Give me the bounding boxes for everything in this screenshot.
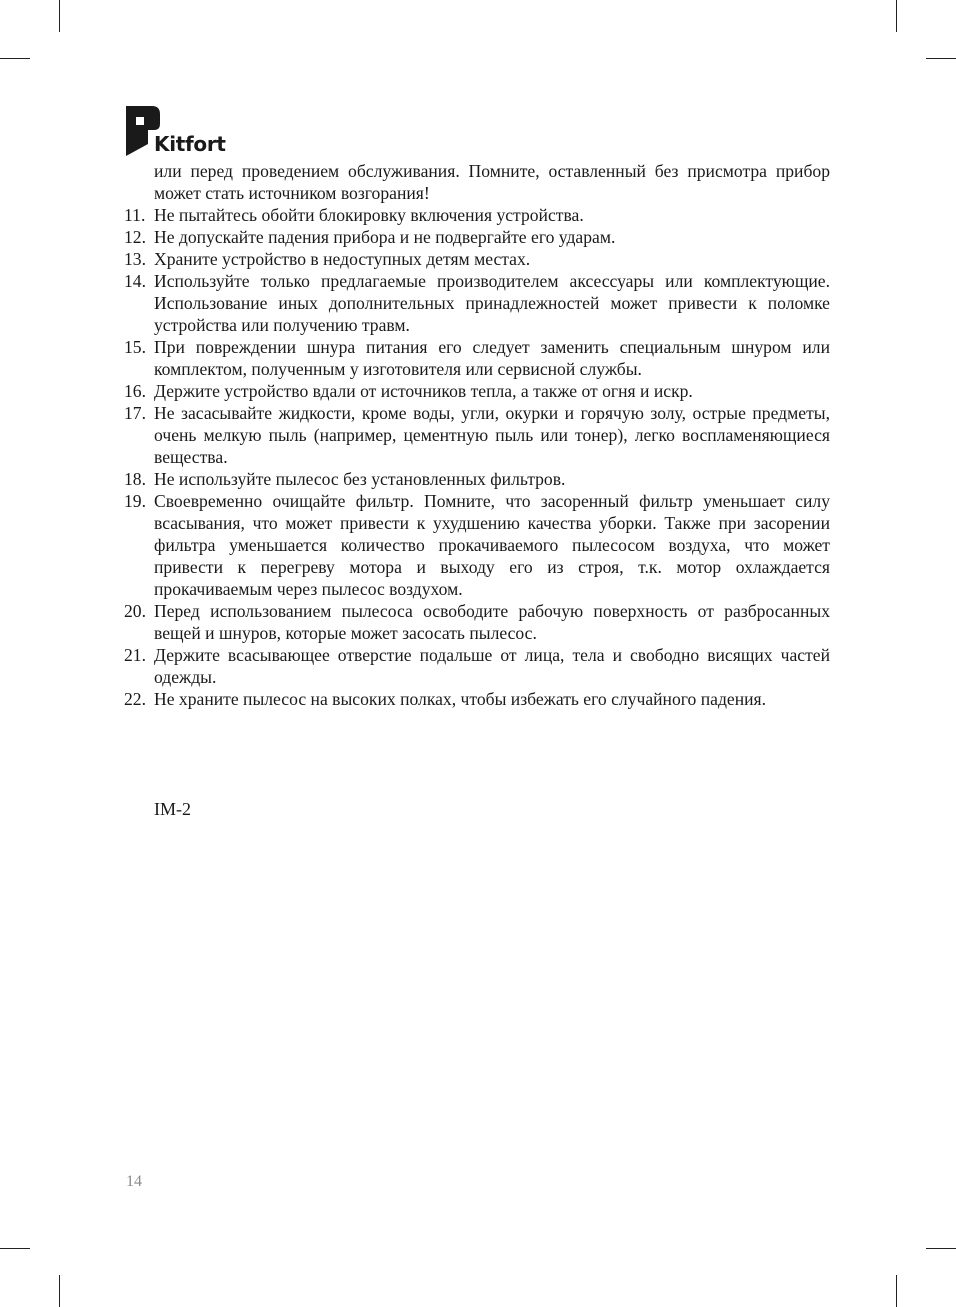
list-item-number: 17. — [124, 403, 146, 423]
crop-mark-bottom-left-h — [0, 1248, 30, 1249]
list-item-number: 19. — [124, 491, 146, 511]
safety-instructions — [124, 160, 830, 710]
list-item-text: Держите устройство вдали от источников тепла, а также от огня и искр. — [154, 381, 693, 401]
list-item-text: Не засасывайте жидкости, кроме воды, угли, окурки и горячую золу, острые предметы, очень мелкую пыль (например, цементную пыль или тонер), легко воспламеняющиеся вещества. — [154, 403, 830, 467]
brand-name: Kitfort — [154, 132, 226, 156]
list-item-text: При повреждении шнура питания его следует заменить специальным шнуром или комплектом, полученным у изготовителя или сервисной службы. — [154, 337, 830, 379]
list-item-text: Держите всасывающее отверстие подальше от лица, тела и свободно висящих частей одежды. — [154, 645, 830, 687]
list-item-number: 15. — [124, 337, 146, 357]
list-item — [124, 490, 830, 600]
page-number: 14 — [126, 1173, 142, 1190]
list-item-number: 14. — [124, 271, 146, 291]
list-item — [124, 204, 830, 226]
crop-mark-top-right-h — [926, 58, 956, 59]
list-item — [124, 226, 830, 248]
list-item — [124, 270, 830, 336]
list-item-number: 12. — [124, 227, 146, 247]
list-item-text: Используйте только предлагаемые производителем аксессуары или комплектующие. Использование иных дополнительных принадлежностей может привести к поломке устройства или получению травм. — [154, 271, 830, 335]
continuation-paragraph: или перед проведением обслуживания. Помните, оставленный без присмотра прибор может стать источником возгорания! — [154, 161, 830, 203]
list-item — [124, 600, 830, 644]
list-item-text: Своевременно очищайте фильтр. Помните, что засоренный фильтр уменьшает силу всасывания, что может привести к ухудшению качества уборки. Также при засорении фильтра уменьшается количество прокачиваемого пылесосом воздуха, что может привести к перегреву мотора и выходу его из строя, т.к. мотор охлаждается прокачиваемым через пылесос воздухом. — [154, 491, 830, 599]
list-item-number: 21. — [124, 645, 146, 665]
list-item-number: 18. — [124, 469, 146, 489]
list-item-text: Не используйте пылесос без установленных фильтров. — [154, 469, 566, 489]
list-item-number: 16. — [124, 381, 146, 401]
list-item-text: Перед использованием пылесоса освободите рабочую поверхность от разбросанных вещей и шнуров, которые может засосать пылесос. — [154, 601, 830, 643]
list-item-text: Не допускайте падения прибора и не подвергайте его ударам. — [154, 227, 616, 247]
crop-mark-top-left — [59, 0, 60, 32]
brand-logo — [126, 106, 236, 158]
list-item — [124, 688, 830, 710]
crop-mark-bottom-left — [59, 1275, 60, 1307]
list-item-number: 11. — [124, 205, 146, 225]
list-item-text: Не пытайтесь обойти блокировку включения устройства. — [154, 205, 584, 225]
crop-mark-top-left-h — [0, 58, 30, 59]
list-item — [124, 248, 830, 270]
list-item — [124, 402, 830, 468]
list-item — [124, 644, 830, 688]
model-code: IM-2 — [154, 799, 191, 819]
list-item-text: Храните устройство в недоступных детям местах. — [154, 249, 531, 269]
crop-mark-top-right — [896, 0, 897, 32]
list-item — [124, 336, 830, 380]
list-item — [124, 380, 830, 402]
list-item-text: Не храните пылесос на высоких полках, чтобы избежать его случайного падения. — [154, 689, 767, 709]
crop-mark-bottom-right-h — [926, 1248, 956, 1249]
list-item-number: 13. — [124, 249, 146, 269]
crop-mark-bottom-right — [896, 1275, 897, 1307]
list-item-number: 22. — [124, 689, 146, 709]
list-item-number: 20. — [124, 601, 146, 621]
list-item — [124, 468, 830, 490]
